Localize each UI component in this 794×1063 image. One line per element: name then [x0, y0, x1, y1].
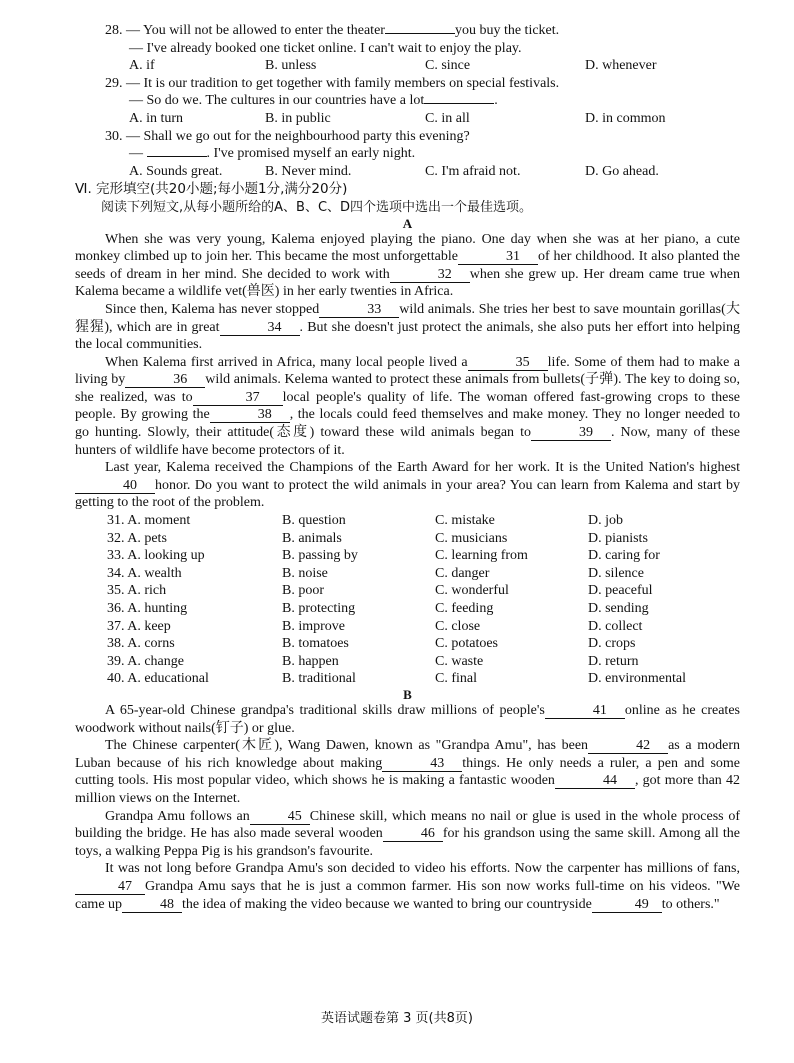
- option-c[interactable]: C. I'm afraid not.: [425, 163, 521, 179]
- passage-text: wild animals. Kelema wanted to protect these animals from bullets(子弹). The key to doing so, she realized, was to: [75, 372, 741, 405]
- passage-a-paragraph-4: [75, 459, 740, 512]
- option-d[interactable]: D. silence: [588, 565, 644, 581]
- passage-b-paragraph-2: [75, 737, 740, 807]
- passage-text: , the locals could feed themselves and make money. They no longer needed to go hunting. Slowly, their attitude(态度) toward these wild animals began to: [75, 407, 740, 441]
- option-d[interactable]: D. collect: [588, 618, 643, 634]
- question-30: [105, 128, 740, 181]
- cloze-blank-38[interactable]: 38: [210, 407, 290, 423]
- option-row-38: [107, 635, 740, 653]
- option-row: [105, 57, 740, 75]
- option-b[interactable]: B. happen: [282, 653, 339, 669]
- question-29: [105, 75, 740, 128]
- passage-text: online as he creates woodwork without nails(钉子) or glue.: [75, 702, 740, 736]
- cloze-blank-49[interactable]: 49: [592, 897, 662, 913]
- option-c[interactable]: C. since: [425, 58, 471, 74]
- option-a[interactable]: A. if: [129, 58, 155, 74]
- section-instruction: 阅读下列短文,从每小题所给的A、B、C、D四个选项中选出一个最佳选项。: [101, 199, 533, 215]
- option-a[interactable]: A. Sounds great.: [129, 163, 223, 179]
- option-b[interactable]: B. traditional: [282, 671, 356, 687]
- option-c[interactable]: C. close: [435, 618, 481, 634]
- option-row: [105, 163, 740, 181]
- option-row-37: [107, 618, 740, 636]
- option-a[interactable]: 33. A. looking up: [107, 548, 205, 564]
- cloze-blank-43[interactable]: 43: [382, 756, 462, 772]
- option-b[interactable]: B. protecting: [282, 601, 356, 616]
- dialogue-line: — You will not be allowed to enter the theater: [126, 23, 385, 38]
- option-d[interactable]: D. crops: [588, 636, 636, 652]
- passage-text: when she grew up. Her dream came true when Kalema became a wildlife vet(兽医) in her early twenties in Africa.: [75, 266, 741, 300]
- passage-text: for his grandson using the same skill. Among all the toys, a walking Peppa Pig is his grandson's favourite.: [75, 826, 741, 859]
- cloze-blank-45[interactable]: 45: [250, 809, 310, 825]
- passage-text: It was not long before Grandpa Amu's son decided to video his efforts. Now the carpenter has millions of fans,: [105, 861, 740, 877]
- option-a[interactable]: 37. A. keep: [107, 618, 171, 634]
- option-d[interactable]: D. environmental: [588, 671, 686, 687]
- question-28: [105, 22, 740, 75]
- passage-text: honor. Do you want to protect the wild animals in your area? You can learn from Kalema and start by getting to the root of the problem.: [75, 477, 740, 511]
- answer-blank[interactable]: [424, 103, 494, 104]
- passage-text: The Chinese carpenter(木匠), Wang Dawen, known as "Grandpa Amu", has been: [105, 738, 589, 754]
- cloze-blank-47[interactable]: 47: [75, 879, 145, 895]
- passage-b-paragraph-3: [75, 808, 740, 861]
- passage-text: the idea of making the video because we wanted to bring our countryside: [182, 896, 592, 912]
- passage-b-heading: B: [403, 686, 412, 702]
- answer-blank[interactable]: [385, 33, 455, 34]
- question-number: 28.: [105, 23, 123, 38]
- cloze-blank-34[interactable]: 34: [220, 320, 300, 336]
- passage-b-paragraph-1: [75, 702, 740, 737]
- cloze-blank-31[interactable]: 31: [458, 249, 538, 265]
- cloze-blank-48[interactable]: 48: [122, 897, 182, 913]
- option-d[interactable]: D. sending: [588, 601, 649, 616]
- cloze-blank-37[interactable]: 37: [193, 390, 283, 406]
- options-31-40: [107, 512, 740, 688]
- option-c[interactable]: C. feeding: [435, 601, 494, 616]
- option-a[interactable]: 38. A. corns: [107, 636, 175, 652]
- cloze-blank-39[interactable]: 39: [531, 425, 611, 441]
- passage-text: A 65-year-old Chinese grandpa's traditional skills draw millions of people's: [105, 702, 545, 718]
- passage-text: wild animals. She tries her best to save mountain gorillas(大猩猩), which are in great: [75, 301, 740, 335]
- passage-text: . But she doesn't just protect the animals, she also puts her effort into helping the local communities.: [75, 319, 740, 353]
- passage-text: When she was very young, Kalema enjoyed playing the piano. One day when she was at her piano, a cute monkey climbed up to join her. This became the most unforgettable: [75, 231, 740, 265]
- passage-text: When Kalema first arrived in Africa, many local people lived a: [105, 354, 468, 370]
- dialogue-line: — It is our tradition to get together with family members on special festivals.: [126, 75, 560, 91]
- answer-blank[interactable]: [147, 156, 207, 157]
- option-c[interactable]: C. mistake: [435, 513, 495, 529]
- cloze-blank-32[interactable]: 32: [390, 267, 470, 283]
- option-d[interactable]: D. in common: [585, 110, 666, 126]
- option-b[interactable]: B. improve: [282, 618, 345, 634]
- passage-text: local people's quality of life. The woman offered fast-growing crops to these people. By growing the: [75, 389, 740, 423]
- cloze-blank-35[interactable]: 35: [468, 355, 548, 371]
- option-d[interactable]: D. caring for: [588, 548, 660, 564]
- passage-a-paragraph-1: [75, 231, 740, 301]
- passage-text: of her childhood. It also planted the seeds of dream in her mind. She decided to work with: [75, 249, 740, 282]
- option-c[interactable]: C. waste: [435, 653, 484, 669]
- option-c[interactable]: C. potatoes: [435, 636, 498, 652]
- passage-text: Grandpa Amu says that he is just a common farmer. His son now works full-time on his videos. "We came up: [75, 878, 740, 912]
- passage-text: Last year, Kalema received the Champions of the Earth Award for her work. It is the United Nation's highest: [105, 460, 740, 476]
- passage-text: things. He only needs a ruler, a pen and some cutting tools. His most popular video, which shows he is making a fantastic wooden: [75, 755, 741, 789]
- option-a[interactable]: 32. A. pets: [107, 530, 167, 546]
- option-b[interactable]: B. question: [282, 513, 346, 529]
- passage-text: life. Some of them had to make a living by: [75, 354, 740, 388]
- page-footer: 英语试题卷第 3 页(共8页): [321, 1011, 473, 1026]
- option-b[interactable]: B. Never mind.: [265, 163, 352, 179]
- dialogue-line: — I've already booked one ticket online. I can't wait to enjoy the play.: [129, 40, 522, 56]
- passage-text: to others.": [661, 896, 720, 912]
- option-c[interactable]: C. final: [435, 671, 477, 687]
- dialogue-line: — Shall we go out for the neighbourhood party this evening?: [126, 128, 470, 144]
- cloze-blank-36[interactable]: 36: [125, 372, 205, 388]
- option-b[interactable]: B. tomatoes: [282, 636, 349, 652]
- option-a[interactable]: 35. A. rich: [107, 583, 167, 599]
- cloze-blank-33[interactable]: 33: [319, 302, 399, 318]
- dialogue-line: .: [494, 93, 498, 109]
- option-row-32: [107, 530, 740, 548]
- option-d[interactable]: D. return: [588, 653, 639, 669]
- option-d[interactable]: D. Go ahead.: [585, 163, 659, 179]
- dialogue-line: —: [129, 146, 143, 162]
- section-title: Ⅵ. 完形填空(共20小题;每小题1分,满分20分): [75, 181, 348, 198]
- option-row-31: [107, 512, 740, 530]
- option-a[interactable]: 40. A. educational: [107, 671, 209, 687]
- cloze-blank-40[interactable]: 40: [75, 478, 155, 494]
- option-b[interactable]: B. animals: [282, 530, 342, 546]
- passage-text: Since then, Kalema has never stopped: [105, 301, 320, 317]
- option-row-36: [107, 600, 740, 618]
- cloze-blank-44[interactable]: 44: [555, 773, 635, 789]
- option-c[interactable]: C. wonderful: [435, 583, 509, 599]
- option-b[interactable]: B. in public: [265, 110, 331, 126]
- option-a[interactable]: 36. A. hunting: [107, 601, 188, 616]
- passage-a-heading: A: [402, 215, 413, 231]
- option-d[interactable]: D. job: [588, 513, 623, 529]
- option-a[interactable]: 31. A. moment: [107, 513, 191, 529]
- option-a[interactable]: A. in turn: [129, 110, 184, 126]
- passage-text: Grandpa Amu follows an: [105, 808, 250, 824]
- option-d[interactable]: D. pianists: [588, 530, 648, 546]
- question-number: 29.: [105, 75, 123, 91]
- option-row-40: [107, 670, 740, 688]
- option-c[interactable]: C. in all: [425, 110, 470, 126]
- option-b[interactable]: B. unless: [265, 58, 317, 74]
- dialogue-line: you buy the ticket.: [454, 23, 560, 38]
- option-row-35: [107, 582, 740, 600]
- option-row-33: [107, 547, 740, 565]
- dialogue-line: . I've promised myself an early night.: [206, 146, 416, 162]
- option-b[interactable]: B. passing by: [282, 548, 358, 564]
- dialogue-line: — So do we. The cultures in our countries have a lot: [129, 93, 425, 109]
- option-c[interactable]: C. learning from: [435, 548, 528, 564]
- option-b[interactable]: B. poor: [282, 583, 324, 599]
- passage-text: , got more than 42 million views on the Internet.: [75, 773, 740, 806]
- passage-text: . Now, many of these hunters of wildlife have become protectors of it.: [75, 425, 741, 458]
- option-row-34: [107, 565, 740, 583]
- question-number: 30.: [105, 128, 123, 144]
- passage-text: as a modern Luban because of his rich knowledge about making: [75, 738, 740, 771]
- cloze-blank-41[interactable]: 41: [545, 703, 625, 719]
- option-a[interactable]: 39. A. change: [107, 653, 184, 669]
- cloze-blank-46[interactable]: 46: [383, 826, 443, 842]
- option-d[interactable]: D. whenever: [585, 58, 657, 74]
- option-c[interactable]: C. musicians: [435, 530, 508, 546]
- option-c[interactable]: C. danger: [435, 565, 490, 581]
- option-row: [105, 110, 740, 128]
- passage-b-paragraph-4: [75, 860, 740, 913]
- option-b[interactable]: B. noise: [282, 565, 328, 581]
- passage-text: Chinese skill, which means no nail or glue is used in the whole process of building the bridge. He has also made several wooden: [75, 808, 740, 842]
- option-d[interactable]: D. peaceful: [588, 583, 653, 599]
- cloze-blank-42[interactable]: 42: [588, 738, 668, 754]
- option-row-39: [107, 653, 740, 671]
- option-a[interactable]: 34. A. wealth: [107, 565, 182, 581]
- passage-a-paragraph-2: [75, 301, 740, 354]
- passage-a-paragraph-3: [75, 354, 740, 460]
